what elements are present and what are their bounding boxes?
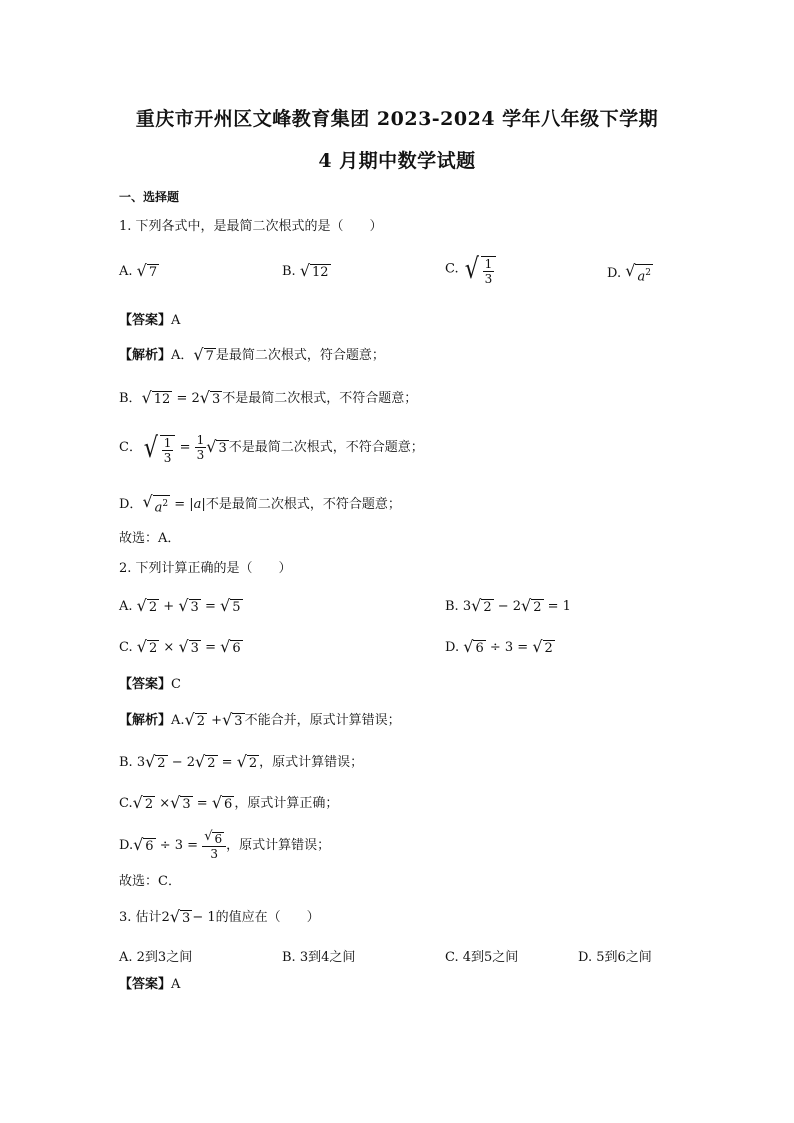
q2-choose: 故选：C． bbox=[119, 874, 181, 889]
radicand: 2 bbox=[207, 756, 216, 771]
q2-option-b bbox=[445, 597, 571, 616]
denominator: 3 bbox=[163, 450, 172, 465]
denominator: 3 bbox=[196, 448, 205, 462]
q3-option-a: A. 2到3之间 bbox=[119, 950, 193, 965]
radicand: 6 bbox=[214, 832, 223, 846]
q1-answer bbox=[119, 312, 180, 330]
answer-label: 【答案】 bbox=[119, 313, 172, 328]
sqrt-expr: √ 6 bbox=[220, 637, 241, 656]
text: 是最简二次根式，符合题意； bbox=[215, 348, 385, 363]
fraction bbox=[202, 830, 226, 861]
q1-analysis-c bbox=[119, 430, 424, 466]
q2-analysis-a bbox=[119, 711, 401, 730]
text: = 2 bbox=[176, 391, 200, 406]
sqrt-expr: √ 6 bbox=[211, 793, 233, 812]
q2-analysis-c bbox=[119, 794, 338, 813]
text: = |a| bbox=[174, 497, 206, 513]
sqrt-expr: √ 7 bbox=[136, 261, 158, 280]
answer-label: 【答案】 bbox=[119, 677, 172, 692]
q1-option-d bbox=[607, 262, 653, 285]
sqrt-expr: √ $\frac{1}{3}$ bbox=[463, 252, 496, 286]
sqrt-expr: √ 2 bbox=[236, 752, 258, 771]
denominator: 3 bbox=[210, 847, 218, 861]
text: B． bbox=[119, 391, 142, 406]
radicand: 6 bbox=[224, 797, 233, 812]
radicand: 2 bbox=[148, 600, 158, 615]
sqrt-expr: √ 2 bbox=[195, 752, 216, 771]
operator: × bbox=[163, 640, 175, 655]
sqrt-expr: √ 2 bbox=[132, 793, 154, 812]
operator: ÷ 3 = bbox=[159, 838, 199, 853]
sqrt-expr: √ 6 bbox=[204, 829, 223, 846]
exponent: 2 bbox=[162, 499, 169, 509]
operator: − 2 bbox=[171, 755, 196, 770]
denominator: 3 bbox=[484, 272, 493, 286]
text: 不是最简二次根式，不符合题意； bbox=[222, 391, 418, 406]
q3-option-c: C. 4到5之间 bbox=[445, 950, 519, 965]
radicand: 3 bbox=[211, 392, 221, 407]
radicand: 6 bbox=[475, 641, 484, 656]
operator: = bbox=[205, 640, 216, 655]
radicand: 2 bbox=[533, 600, 542, 615]
sqrt-expr: √ 5 bbox=[220, 596, 241, 615]
q1-d-label: D. bbox=[607, 266, 622, 282]
operator: × bbox=[159, 796, 171, 811]
operator: ÷ 3 = bbox=[489, 640, 529, 655]
text: ，原式计算正确； bbox=[234, 796, 339, 811]
sqrt-expr: √ 6 bbox=[133, 835, 154, 854]
q1-option-b bbox=[282, 262, 331, 281]
text: A. bbox=[171, 713, 185, 728]
text: 不是最简二次根式，不符合题意； bbox=[228, 440, 424, 455]
text: 3. 估计 bbox=[119, 910, 162, 925]
q1-analysis-b bbox=[119, 389, 417, 408]
radicand: 3 bbox=[218, 441, 227, 456]
sqrt-expr: √ $\frac{1}{3}$ bbox=[142, 431, 175, 465]
answer-value: A bbox=[171, 313, 181, 328]
exponent: 2 bbox=[645, 268, 651, 278]
sqrt-expr: √ 12 bbox=[299, 261, 329, 280]
sqrt-expr: √ 2 bbox=[532, 637, 553, 656]
text: D. bbox=[119, 838, 134, 853]
radicand: 6 bbox=[145, 839, 154, 854]
text: A． bbox=[171, 348, 194, 363]
operator: + bbox=[211, 713, 223, 728]
sqrt-expr: √ 3 bbox=[199, 388, 221, 407]
radicand: 5 bbox=[232, 600, 241, 615]
numerator: 1 bbox=[196, 433, 205, 447]
sqrt-expr: √ 2 bbox=[136, 596, 158, 615]
analysis-label: 【解析】 bbox=[119, 713, 172, 728]
analysis-label: 【解析】 bbox=[119, 348, 172, 363]
sqrt-expr: √ 7 bbox=[193, 345, 214, 364]
fraction bbox=[195, 433, 207, 462]
radicand: 3 bbox=[190, 600, 199, 615]
sqrt-expr: √ 3 bbox=[206, 437, 227, 456]
q1-a-label: A. bbox=[119, 264, 133, 279]
label: D. bbox=[445, 640, 460, 655]
sqrt-expr: √ $a^2$ bbox=[142, 492, 169, 516]
answer-label: 【答案】 bbox=[119, 977, 172, 992]
radicand: 3 bbox=[234, 714, 243, 729]
q3-stem bbox=[119, 908, 320, 927]
q1-option-a bbox=[119, 262, 159, 281]
sqrt-expr: √ 2 bbox=[136, 637, 158, 656]
q2-option-d bbox=[445, 638, 555, 657]
text: B. 3 bbox=[119, 755, 146, 770]
operator: − 1 bbox=[192, 910, 216, 925]
q1-b-radicand: 12 bbox=[312, 265, 329, 280]
q1-choose: 故选：A． bbox=[119, 531, 181, 546]
q2-analysis-b bbox=[119, 753, 363, 772]
q2-stem: 2. 下列计算正确的是（ ） bbox=[119, 561, 292, 576]
q2-answer bbox=[119, 676, 181, 694]
label: B. bbox=[445, 599, 459, 614]
coef: 2 bbox=[161, 910, 170, 925]
text: D． bbox=[119, 497, 143, 513]
radicand: 2 bbox=[148, 641, 158, 656]
radicand: 2 bbox=[157, 756, 166, 771]
doc-title-line1: 重庆市开州区文峰教育集团 2023-2024 学年八年级下学期 bbox=[135, 108, 659, 130]
operator: = bbox=[221, 755, 233, 770]
sqrt-expr: √ 3 bbox=[178, 637, 199, 656]
sqrt-expr: √ 3 bbox=[169, 907, 191, 926]
text: ，原式计算错误； bbox=[226, 838, 331, 853]
sqrt-expr: √ 3 bbox=[170, 793, 191, 812]
coef: 3 bbox=[462, 599, 472, 614]
q1-b-label: B. bbox=[282, 264, 296, 279]
operator: = bbox=[196, 796, 208, 811]
numerator: 1 bbox=[484, 257, 493, 271]
text: 不能合并，原式计算错误； bbox=[244, 713, 401, 728]
q1-a-radicand: 7 bbox=[148, 265, 158, 280]
numerator: 1 bbox=[163, 435, 172, 450]
radicand: 2 bbox=[248, 756, 258, 771]
sqrt-expr: √ 3 bbox=[222, 710, 243, 729]
sqrt-expr: √ 6 bbox=[463, 637, 484, 656]
radicand: 3 bbox=[182, 911, 191, 926]
sqrt-expr: √ 2 bbox=[521, 596, 542, 615]
section-heading: 一、选择题 bbox=[119, 190, 180, 204]
fraction bbox=[483, 257, 495, 286]
q3-answer bbox=[119, 976, 180, 994]
q2-option-c bbox=[119, 638, 243, 657]
radicand: 2 bbox=[544, 641, 553, 656]
doc-title-line2: 4 月期中数学试题 bbox=[318, 150, 476, 172]
label: A. bbox=[119, 599, 133, 614]
text: C. bbox=[119, 796, 133, 811]
text: 不是最简二次根式，不符合题意； bbox=[205, 497, 401, 513]
sqrt-expr: √ 12 bbox=[141, 388, 171, 407]
sqrt-expr: √ 2 bbox=[184, 710, 206, 729]
q3-option-d: D. 5到6之间 bbox=[578, 950, 652, 965]
radicand: 7 bbox=[205, 349, 214, 364]
q1-c-label: C. bbox=[445, 261, 459, 277]
q3-option-b: B. 3到4之间 bbox=[282, 950, 356, 965]
radicand: a bbox=[154, 500, 163, 516]
radicand: 2 bbox=[196, 714, 206, 729]
radicand: 3 bbox=[182, 797, 191, 812]
answer-value: A bbox=[171, 977, 181, 992]
text: = bbox=[179, 440, 191, 455]
operator: − 2 bbox=[497, 599, 522, 614]
text: C． bbox=[119, 440, 142, 455]
text: ，原式计算错误； bbox=[259, 755, 364, 770]
text: 的值应在（ ） bbox=[215, 910, 320, 925]
q1-stem: 1. 下列各式中，是最简二次根式的是（ ） bbox=[119, 219, 383, 234]
label: C. bbox=[119, 640, 133, 655]
sqrt-expr: √ 3 bbox=[178, 596, 199, 615]
q1-analysis-a bbox=[119, 346, 385, 365]
q1-d-radicand: a bbox=[637, 269, 646, 285]
sqrt-expr: √ 2 bbox=[145, 752, 166, 771]
operator: + bbox=[163, 599, 175, 614]
q2-option-a bbox=[119, 597, 243, 616]
radicand: 2 bbox=[144, 797, 154, 812]
q1-analysis-d bbox=[119, 493, 401, 516]
q1-option-c bbox=[445, 252, 496, 286]
operator: = 1 bbox=[547, 599, 571, 614]
sqrt-expr: √ $a^2$ bbox=[625, 261, 651, 285]
radicand: 6 bbox=[232, 641, 241, 656]
radicand: 12 bbox=[153, 392, 171, 407]
radicand: 3 bbox=[190, 641, 199, 656]
sqrt-expr: √ 2 bbox=[471, 596, 492, 615]
radicand: 2 bbox=[483, 600, 492, 615]
answer-value: C bbox=[171, 677, 181, 692]
operator: = bbox=[204, 599, 216, 614]
fraction bbox=[162, 436, 174, 465]
q2-analysis-d bbox=[119, 828, 330, 864]
